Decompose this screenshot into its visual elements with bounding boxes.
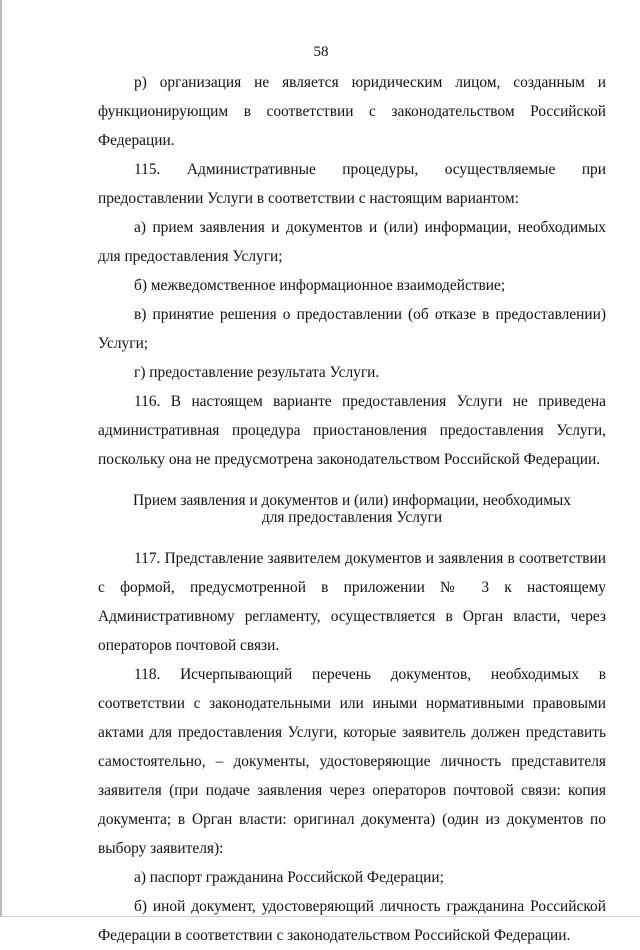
- list-item-a: а) прием заявления и документов и (или) информации, необходимых для предоставления Услуги;: [98, 219, 606, 265]
- list-item-g: г) предоставление результата Услуги.: [134, 364, 380, 381]
- document-body: [98, 68, 606, 950]
- paragraph-116: 116. В настоящем варианте предоставления Услуги не приведена административная процедура приостановления предоставления Услуги, поскольку она не предусмотрена законодательством Российской Федерации.: [98, 393, 606, 468]
- paragraph-item-r: р) организация не является юридическим лицом, созданным и функционирующим в соответствии с законодательством Российской Федерации.: [98, 74, 606, 149]
- section-heading-line-1: Прием заявления и документов и (или) информации, необходимых: [133, 492, 571, 509]
- list-item-passport: а) паспорт гражданина Российской Федерации;: [134, 869, 444, 886]
- paragraph-117: 117. Представление заявителем документов и заявления в соответствии с формой, предусмотренной в приложении № 3 к настоящему Административному регламенту, осуществляется в Орган власти, через операторов почтовой связи.: [98, 550, 606, 654]
- section-heading-line-2: для предоставления Услуги: [261, 509, 443, 526]
- list-item-b: б) межведомственное информационное взаимодействие;: [134, 277, 506, 294]
- paragraph-118: 118. Исчерпывающий перечень документов, необходимых в соответствии с законодательными или иными нормативными правовыми актами для предоставления Услуги, которые заявитель должен представить самостоятельно, – документы, удостоверяющие личность представителя заявителя (при подаче заявления через операторов почтовой связи: копия документа; в Орган власти: оригинал документа) (один из документов по выбору заявителя):: [98, 666, 606, 857]
- page-number: 58: [313, 44, 329, 60]
- list-item-other-document: б) иной документ, удостоверяющий личность гражданина Российской Федерации в соответствии с законодательством Российской Федерации.: [98, 898, 606, 944]
- list-item-v: в) принятие решения о предоставлении (об отказе в предоставлении) Услуги;: [98, 306, 606, 352]
- section-heading: [98, 492, 606, 526]
- paragraph-115: 115. Административные процедуры, осуществляемые при предоставлении Услуги в соответствии с настоящим вариантом:: [98, 161, 606, 207]
